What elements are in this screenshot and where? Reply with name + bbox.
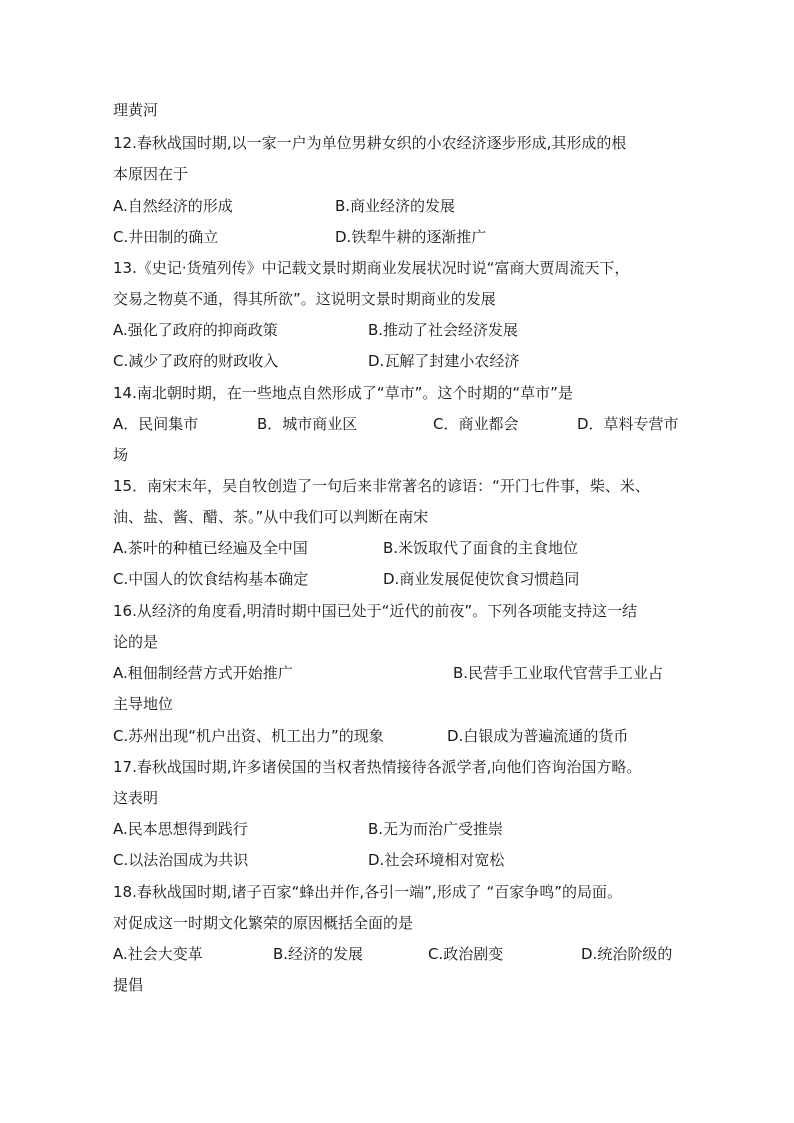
question-14-stem: 14.南北朝时期，在一些地点自然形成了“草市”。这个时期的“草市”是 [113, 384, 573, 402]
question-17-option-b: B.无为而治广受推崇 [368, 820, 504, 838]
question-15-option-c: C.中国人的饮食结构基本确定 [113, 570, 309, 588]
question-14-option-d: D．草料专营市 [577, 415, 679, 433]
question-12-option-d: D.铁犁牛耕的逐渐推广 [335, 228, 487, 246]
question-18-option-d-cont: 提倡 [113, 976, 144, 994]
question-13-option-a: A.强化了政府的抑商政策 [113, 321, 278, 339]
question-13-option-c: C.减少了政府的财政收入 [113, 352, 279, 370]
question-17-option-a: A.民本思想得到践行 [113, 820, 248, 838]
question-16-option-a: A.租佃制经营方式开始推广 [113, 664, 293, 682]
question-18-option-d: D.统治阶级的 [581, 945, 673, 963]
question-17-stem: 17.春秋战国时期,许多诸侯国的当权者热情接待各派学者,向他们咨询治国方略。 [113, 758, 642, 776]
question-14-option-c: C．商业都会 [433, 415, 519, 433]
question-12-option-a: A.自然经济的形成 [113, 197, 233, 215]
question-12-stem-cont: 本原因在于 [113, 165, 189, 183]
question-12-stem: 12.春秋战国时期,以一家一户为单位男耕女织的小农经济逐步形成,其形成的根 [113, 134, 627, 152]
question-16-stem: 16.从经济的角度看,明清时期中国已处于“近代的前夜”。下列各项能支持这一结 [113, 602, 638, 620]
question-12-option-c: C.井田制的确立 [113, 228, 219, 246]
continuation-text: 理黄河 [113, 101, 159, 119]
question-14-option-b: B．城市商业区 [257, 415, 358, 433]
question-12-option-b: B.商业经济的发展 [335, 197, 456, 215]
question-16-stem-cont: 论的是 [113, 633, 159, 651]
question-14-option-d-cont: 场 [113, 446, 129, 464]
question-18-option-a: A.社会大变革 [113, 945, 203, 963]
question-15-option-d: D.商业发展促使饮食习惯趋同 [383, 570, 580, 588]
question-16-option-b-cont: 主导地位 [113, 695, 174, 713]
question-17-option-c: C.以法治国成为共识 [113, 851, 249, 869]
question-13-option-b: B.推动了社会经济发展 [368, 321, 519, 339]
question-13-option-d: D.瓦解了封建小农经济 [368, 352, 520, 370]
question-16-option-d: D.白银成为普遍流通的货币 [447, 727, 629, 745]
question-18-option-b: B.经济的发展 [273, 945, 364, 963]
question-18-stem-cont: 对促成这一时期文化繁荣的原因概括全面的是 [113, 914, 414, 932]
question-16-option-c: C.苏州出现“机户出资、机工出力”的现象 [113, 727, 384, 745]
question-13-stem: 13.《史记·货殖列传》中记载文景时期商业发展状况时说“富商大贾周流天下， [113, 259, 630, 277]
question-17-stem-cont: 这表明 [113, 789, 159, 807]
question-15-stem: 15．南宋末年，吴自牧创造了一句后来非常著名的谚语：“开门七件事，柴、米、 [113, 477, 650, 495]
question-14-option-a: A．民间集市 [113, 415, 199, 433]
question-15-option-b: B.米饭取代了面食的主食地位 [383, 539, 579, 557]
question-16-option-b: B.民营手工业取代官营手工业占 [453, 664, 664, 682]
question-18-stem: 18.春秋战国时期,诸子百家“蜂出并作,各引一端”,形成了 “百家争鸣”的局面。 [113, 883, 623, 901]
question-13-stem-cont: 交易之物莫不通，得其所欲”。这说明文景时期商业的发展 [113, 290, 496, 308]
question-15-stem-cont: 油、盐、酱、醋、茶。”从中我们可以判断在南宋 [113, 508, 429, 526]
question-18-option-c: C.政治剧变 [428, 945, 504, 963]
question-15-option-a: A.茶叶的种植已经遍及全中国 [113, 539, 308, 557]
question-17-option-d: D.社会环境相对宽松 [368, 851, 505, 869]
